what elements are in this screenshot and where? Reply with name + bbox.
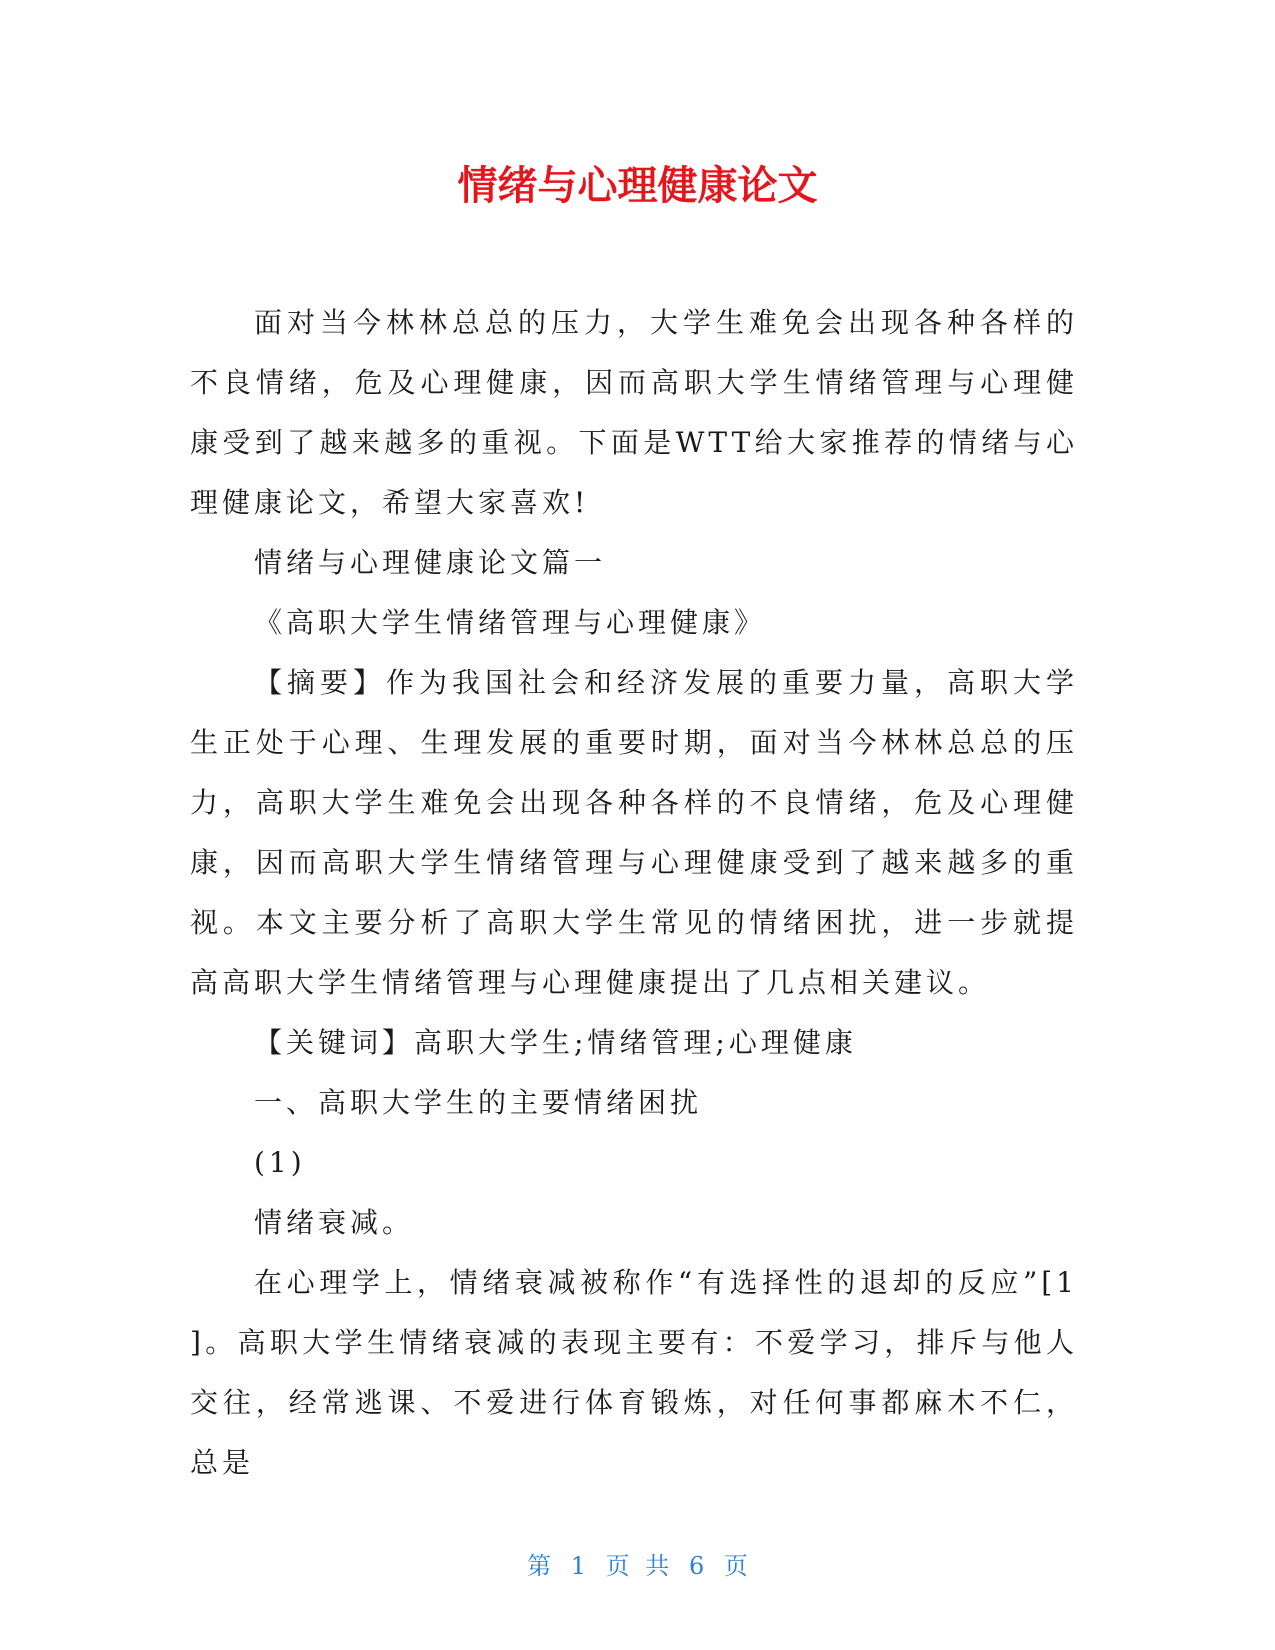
section-heading: 情绪与心理健康论文篇一	[254, 546, 607, 579]
footer-suffix: 页	[723, 1552, 748, 1580]
article-title: 《高职大学生情绪管理与心理健康》	[254, 606, 767, 639]
footer-prefix: 第	[527, 1552, 552, 1580]
footer-current-page: 1	[570, 1552, 587, 1580]
document-title: 情绪与心理健康论文	[457, 163, 818, 209]
footer-middle: 页 共	[605, 1552, 670, 1580]
intro-paragraph: 面对当今林林总总的压力，大学生难免会出现各种各样的不良情绪，危及心理健康，因而高职大学生情绪管理与心理健康受到了越来越多的重视。下面是WTT给大家推荐的情绪与心理健康论文，希望大家喜欢!	[190, 306, 1078, 519]
footer-total-pages: 6	[688, 1552, 705, 1580]
list-number: (1)	[254, 1146, 306, 1179]
document-body	[190, 293, 1078, 1493]
chapter-heading: 一、高职大学生的主要情绪困扰	[254, 1086, 703, 1119]
subsection-heading: 情绪衰减。	[254, 1206, 415, 1239]
keywords-paragraph: 【关键词】高职大学生;情绪管理;心理健康	[254, 1026, 857, 1059]
body-paragraph: 在心理学上，情绪衰减被称作“有选择性的退却的反应”[1]。高职大学生情绪衰减的表现主要有：不爱学习，排斥与他人交往，经常逃课、不爱进行体育锻炼，对任何事都麻木不仁，总是	[190, 1266, 1078, 1479]
abstract-paragraph: 【摘要】作为我国社会和经济发展的重要力量，高职大学生正处于心理、生理发展的重要时期，面对当今林林总总的压力，高职大学生难免会出现各种各样的不良情绪，危及心理健康，因而高职大学生情绪管理与心理健康受到了越来越多的重视。本文主要分析了高职大学生常见的情绪困扰，进一步就提高高职大学生情绪管理与心理健康提出了几点相关建议。	[190, 666, 1078, 999]
page-footer	[0, 1550, 1275, 1582]
